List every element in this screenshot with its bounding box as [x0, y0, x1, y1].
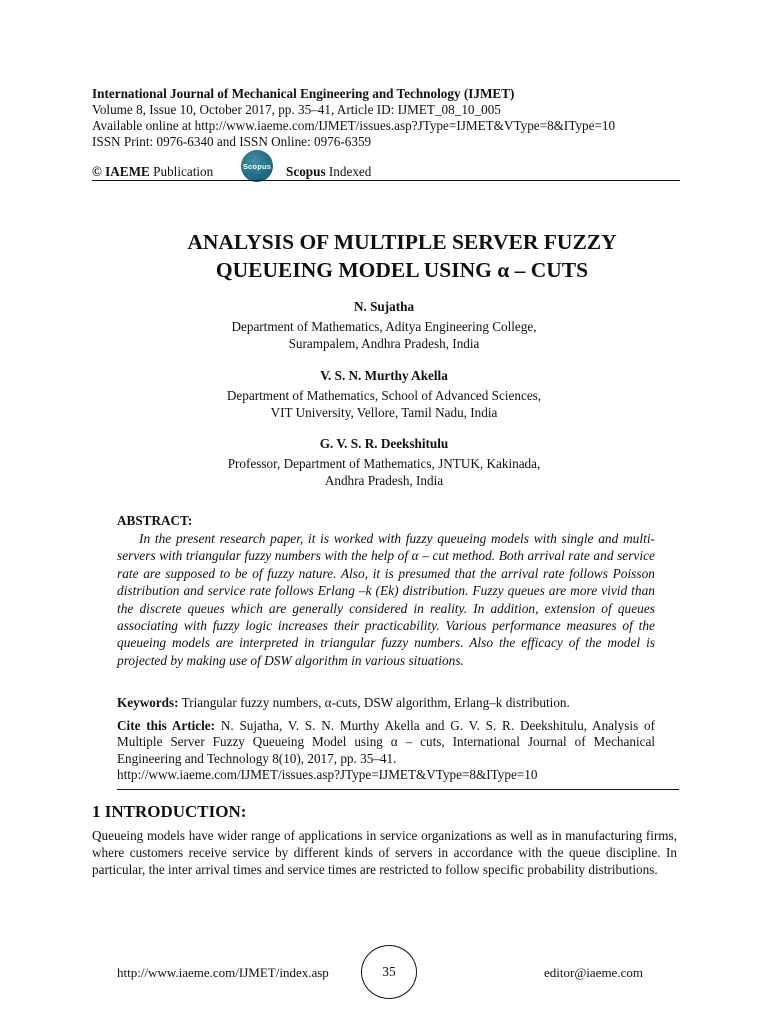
author-affiliation-line-2: Surampalem, Andhra Pradesh, India: [288, 336, 480, 351]
journal-volume-line: Volume 8, Issue 10, October 2017, pp. 35–41, Article ID: IJMET_08_10_005: [92, 102, 501, 117]
abstract-label: ABSTRACT:: [117, 513, 193, 528]
paper-title-line-1: ANALYSIS OF MULTIPLE SERVER FUZZY: [187, 230, 617, 254]
cite-text: N. Sujatha, V. S. N. Murthy Akella and G. V. S. R. Deekshitulu, Analysis of Multiple Server Fuzzy Queueing Model using α – cuts, International Journal of Mechanical Engineering and Technology 8(10), 2017, pp. 35–41.: [117, 718, 655, 766]
author-name: N. Sujatha: [353, 299, 415, 314]
author-name: G. V. S. R. Deekshitulu: [319, 436, 449, 451]
journal-issn-line: ISSN Print: 0976-6340 and ISSN Online: 0976-6359: [92, 134, 372, 149]
publisher-symbol: © IAEME: [92, 164, 150, 179]
scopus-indexed-label: [286, 164, 371, 180]
author-affiliation-line-1: Department of Mathematics, School of Advanced Sciences,: [226, 388, 542, 403]
footer-url-link[interactable]: http://www.iaeme.com/IJMET/index.asp: [117, 965, 329, 980]
section-heading-introduction: 1 INTRODUCTION:: [92, 802, 247, 821]
keywords-text: Triangular fuzzy numbers, α-cuts, DSW algorithm, Erlang–k distribution.: [178, 695, 570, 710]
publisher-label: [92, 164, 213, 180]
cite-url-link[interactable]: http://www.iaeme.com/IJMET/issues.asp?JType=IJMET&VType=8&IType=10: [117, 767, 538, 783]
author-block-1: [134, 298, 634, 352]
author-block-2: [134, 367, 634, 421]
author-affiliation-line-1: Professor, Department of Mathematics, JNTUK, Kakinada,: [227, 456, 541, 471]
cite-divider: [117, 789, 679, 790]
author-affiliation-line-2: VIT University, Vellore, Tamil Nadu, India: [270, 405, 498, 420]
journal-header: [92, 86, 692, 150]
publisher-word: Publication: [149, 164, 214, 179]
introduction-paragraph: Queueing models have wider range of applications in service organizations as well as in manufacturing firms, where customers receive service by different kinds of servers in accordance with the queue discipline. In particular, the inter arrival times and service times are restricted to follow specific probability distributions.: [92, 828, 677, 877]
indexed-word: Indexed: [325, 164, 372, 179]
footer-email-link[interactable]: editor@iaeme.com: [544, 965, 643, 980]
page-number: 35: [382, 964, 396, 979]
cite-article: [117, 718, 655, 784]
header-divider: [92, 180, 680, 181]
page-number-circle: [361, 945, 417, 999]
keywords: [117, 695, 677, 711]
paper-title-line-2: QUEUEING MODEL USING α – CUTS: [215, 258, 589, 282]
author-affiliation-line-1: Department of Mathematics, Aditya Engineering College,: [231, 319, 537, 334]
publisher-row: [92, 162, 682, 182]
author-block-3: [134, 435, 634, 489]
keywords-label: Keywords:: [117, 695, 179, 710]
paper-title: [92, 228, 712, 284]
abstract-text: In the present research paper, it is worked with fuzzy queueing models with single and multi-servers with triangular fuzzy numbers with the help of α – cut method. Both arrival rate and service rate are supposed to be of fuzzy nature. Also, it is presumed that the arrival rate follows Poisson distribution and service rate follows Erlang –k (Ek) distribution. Fuzzy queues are more vivid than the discrete queues which are generally considered in reality. In addition, extension of queues associating with fuzzy logic increases their practicability. Various performance measures of the queueing models are interpreted in triangular fuzzy numbers. Also the efficacy of the model is projected by making use of DSW algorithm in various situations.: [117, 531, 655, 668]
scopus-word: Scopus: [286, 164, 326, 179]
scopus-logo-icon: [241, 150, 273, 182]
author-affiliation-line-2: Andhra Pradesh, India: [324, 473, 444, 488]
cite-label: Cite this Article:: [117, 718, 216, 733]
journal-title: International Journal of Mechanical Engineering and Technology (IJMET): [92, 86, 515, 101]
journal-available-line[interactable]: Available online at http://www.iaeme.com/IJMET/issues.asp?JType=IJMET&VType=8&IType=10: [92, 118, 616, 133]
scopus-logo-text: Scopus: [242, 161, 272, 171]
author-name: V. S. N. Murthy Akella: [320, 368, 448, 383]
